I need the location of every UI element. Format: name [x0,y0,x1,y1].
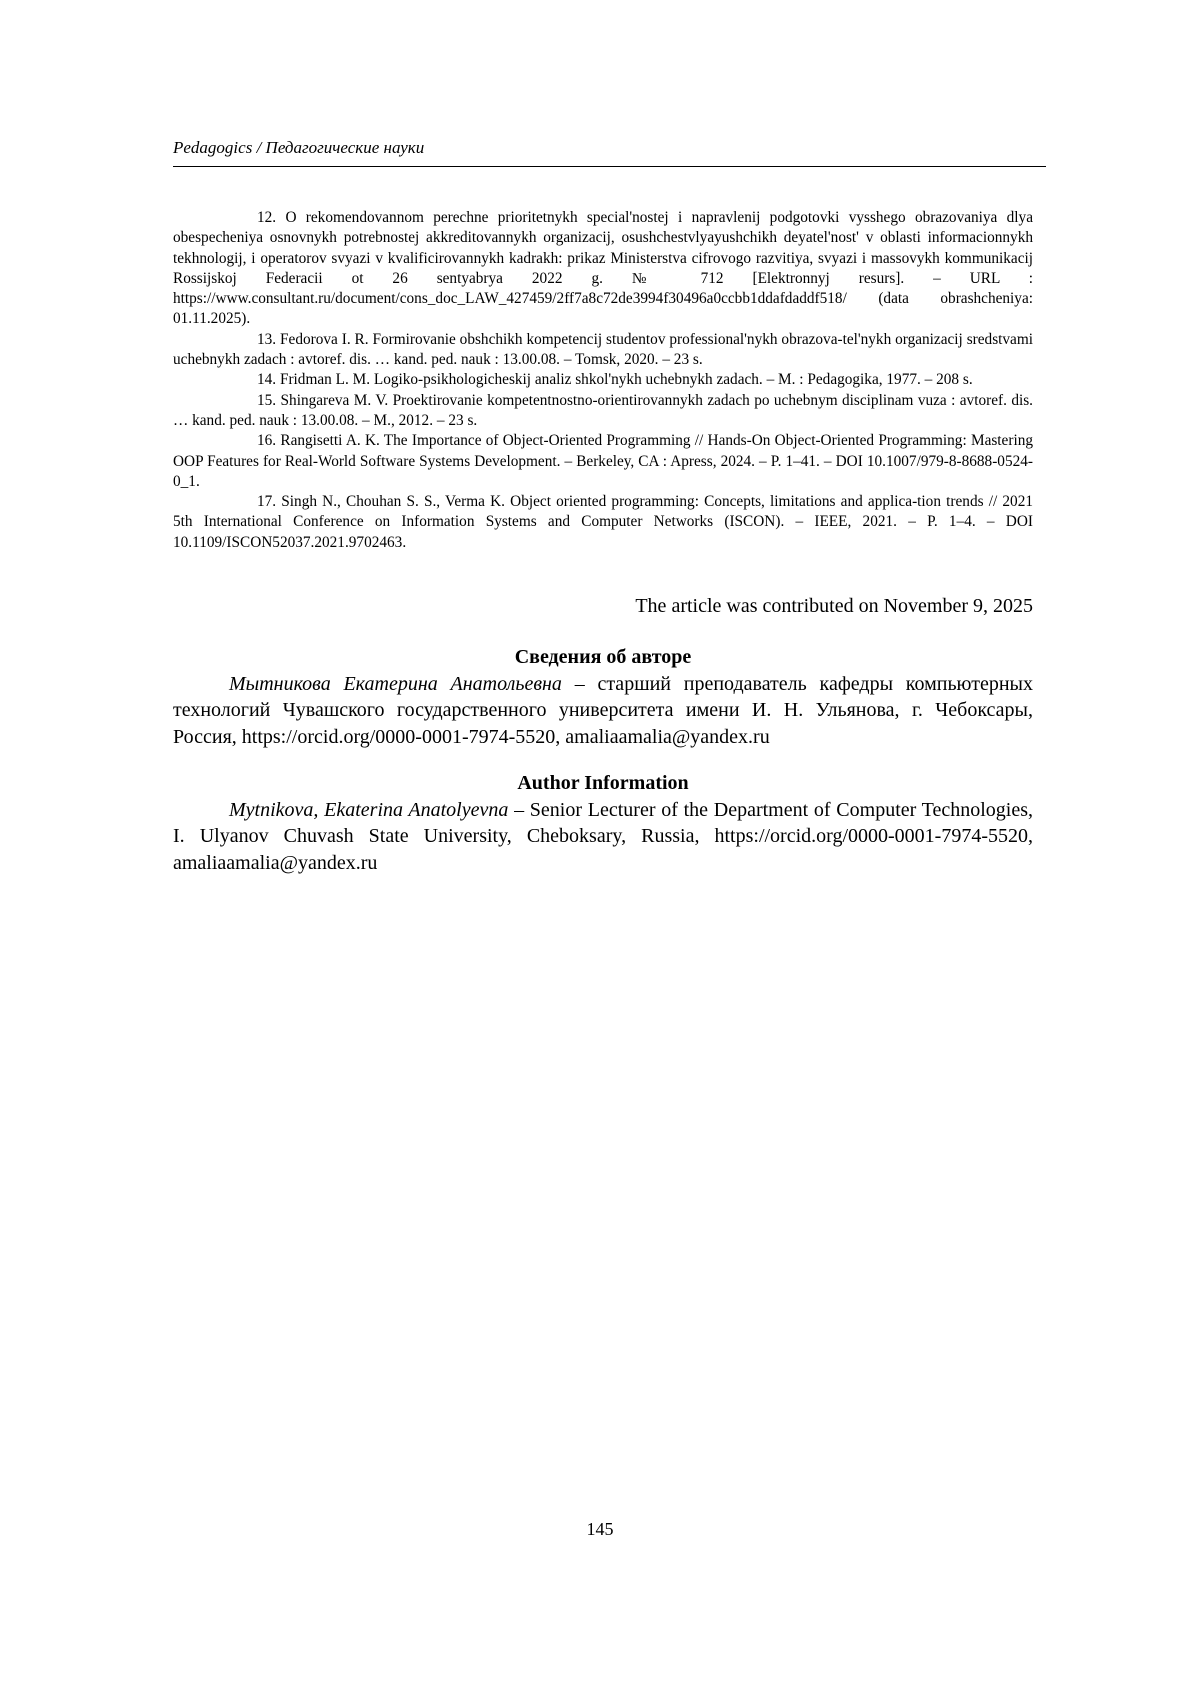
author-info-ru [173,644,1033,750]
author-details-en: – Senior Lecturer of the Department of Computer Technologies, I. Ulyanov Chuvash State University, Cheboksary, Russia, https://orcid.org/0000-0001-7974-5520, amaliaamalia@yandex.ru [173,798,1034,874]
author-info-en [173,770,1033,876]
author-name-en: Mytnikova, Ekaterina Anatolyevna [229,798,509,821]
author-info-ru-title: Сведения об авторе [514,646,692,668]
author-details-ru: – старший преподаватель кафедры компьютерных технологий Чувашского государственного университета имени И. Н. Ульянова, г. Чебоксары, Россия, https://orcid.org/0000-0001-7974-5520, amaliaamalia@yandex.ru [173,672,1033,748]
reference-item-17: 17. Singh N., Chouhan S. S., Verma K. Object oriented programming: Concepts, limitations and applica-tion trends // 2021 5th International Conference on Information Systems and Computer Networks (ISCON). – IEEE, 2021. – P. 1–4. – DOI 10.1109/ISCON52037.2021.9702463. [173,493,1033,551]
reference-item-16: 16. Rangisetti A. K. The Importance of Object-Oriented Programming // Hands-On Object-Oriented Programming: Mastering OOP Features for Real-World Software Systems Development. – Berkeley, CA : Apress, 2024. – P. 1–41. – DOI 10.1007/979-8-8688-0524-0_1. [173,432,1033,490]
reference-item-15: 15. Shingareva M. V. Proektirovanie kompetentnostno-orientirovannykh zadach po uchebnym disciplinam vuza : avtoref. dis. … kand. ped. nauk : 13.00.08. – M., 2012. – 23 s. [173,391,1033,429]
reference-item-13: 13. Fedorova I. R. Formirovanie obshchikh kompetencij studentov professional'nykh obrazova-tel'nykh organizacij sredstvami uchebnykh zadach : avtoref. dis. … kand. ped. nauk : 13.00.08. – Tomsk, 2020. – 23 s. [173,330,1033,369]
author-info-en-body [173,797,1033,877]
reference-item-14: 14. Fridman L. M. Logiko-psikhologicheskij analiz shkol'nykh uchebnykh zadach. – M. : Pedagogika, 1977. – 208 s. [257,371,973,389]
contributed-date-note: The article was contributed on November 9, 2025 [635,595,1033,617]
reference-item-12: 12. O rekomendovannom perechne prioritetnykh special'nostej i napravlenij podgotovki vysshego obrazovaniya dlya obespecheniya osnovnykh potrebnostej akkreditovannykh organizacij, osushchestvlyayushchikh deyatel'nost' v oblasti informacionnykh tekhnologij, i operatorov svyazi v kvalificirovannykh kadrakh: prikaz Ministerstva cifrovogo razvitiya, svyazi i massovykh kommunikacij Rossijskoj Federacii ot 26 sentyabrya 2022 g. № 712 [Elektronnyj resurs]. – URL : https://www.consultant.ru/document/cons_doc_LAW_427459/2ff7a8c72de3994f30496a0ccbb1ddafdaddf518/ (data obrashcheniya: 01.11.2025). [173,209,1033,328]
author-name-ru: Мытникова Екатерина Анатольевна [229,672,562,695]
author-info-ru-body [173,671,1033,751]
author-info-en-title: Author Information [517,772,689,794]
page-number: 145 [586,1519,614,1539]
reference-list [173,208,1033,553]
running-header: Pedagogics / Педагогические науки [173,138,425,157]
header-divider [173,166,1046,167]
